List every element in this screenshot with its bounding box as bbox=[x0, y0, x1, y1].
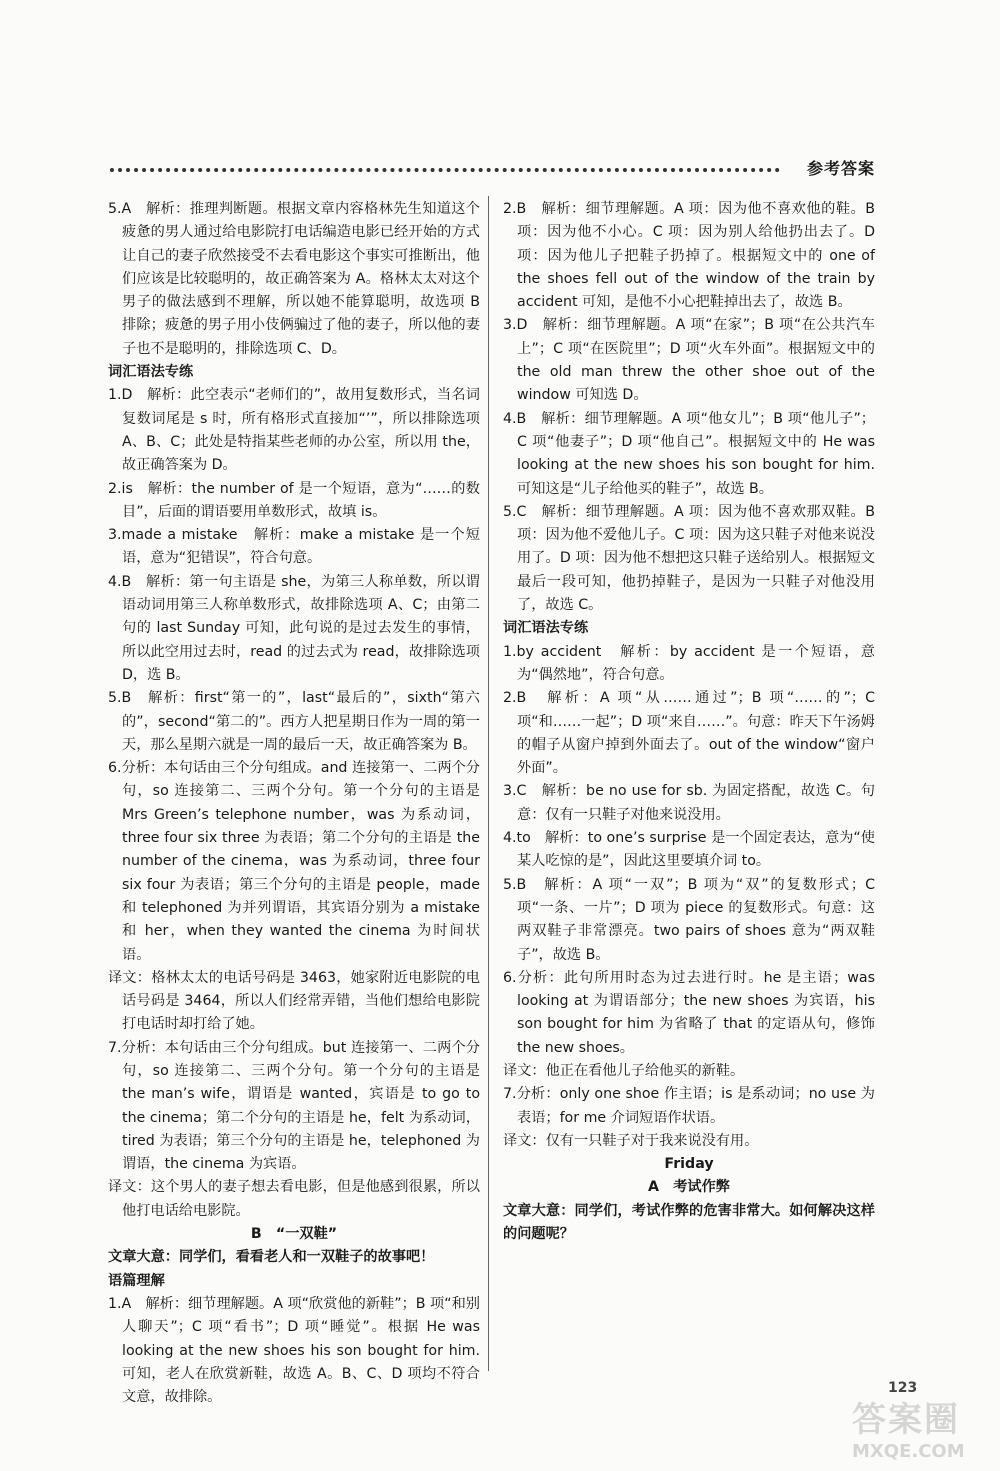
paragraph: 2.B 解析：A 项“从……通过”；B 项“……的”；C 项“和……一起”；D 项“来自……”。句意：昨天下午汤姆的帽子从窗户掉到外面去了。out of the window“窗户外面”。 bbox=[503, 690, 875, 777]
paragraph: 译文：他正在看他儿子给他买的新鞋。 bbox=[503, 1062, 745, 1079]
paragraph: 译文：仅有一只鞋子对于我来说没有用。 bbox=[503, 1132, 759, 1149]
paragraph: 语篇理解 bbox=[108, 1272, 165, 1289]
paragraph: 译文：这个男人的妻子想去看电影，但是他感到很累，所以他打电话给电影院。 bbox=[108, 1179, 480, 1219]
paragraph: 6.分析：此句所用时态为过去进行时。he 是主语；was looking at 为谓语部分；the new shoes 为宾语，his son bought for him 为省略了 that 的定语从句，修饰 the new shoes。 bbox=[503, 969, 875, 1056]
paragraph: B “一双鞋” bbox=[250, 1226, 338, 1243]
paragraph: 5.C 解析：细节理解题。A 项：因为他不喜欢那双鞋。B 项：因为他不爱他儿子。C 项：因为这只鞋子对他来说没用了。D 项：因为他不想把这只鞋子送给别人。根据短文最后一段可知，他扔掉鞋子，是因为一只鞋子对他没用了，故选 C。 bbox=[503, 503, 875, 614]
paragraph: 4.B 解析：细节理解题。A 项“他女儿”；B 项“他儿子”；C 项“他妻子”；D 项“他自己”。根据短文中的 He was looking at the new shoes his son bought for him. 可知这是“儿子给他买的鞋子”，故选 B。 bbox=[503, 410, 875, 497]
paragraph: 7.分析：only one shoe 作主语；is 是系动词；no use 为表语；for me 介词短语作状语。 bbox=[503, 1086, 875, 1126]
paragraph: 文章大意：同学们，看看老人和一双鞋子的故事吧！ bbox=[108, 1249, 435, 1266]
paragraph: 词汇语法专练 bbox=[503, 620, 589, 637]
paragraph: 2.is 解析：the number of 是一个短语，意为“……的数目”，后面的谓语要用单数形式，故填 is。 bbox=[108, 480, 480, 520]
watermark-url: MXQE.COM bbox=[852, 1441, 965, 1462]
paragraph: 文章大意：同学们，考试作弊的危害非常大。如何解决这样的问题呢？ bbox=[503, 1202, 875, 1243]
paragraph: 5.B 解析：first“第一的”，last“最后的”，sixth“第六的”，second“第二的”。西方人把星期日作为一周的第一天，那么星期六就是一周的最后一天，故正确答案为 B。 bbox=[108, 690, 480, 753]
dotted-rule bbox=[110, 168, 780, 172]
paragraph: 5.A 解析：推理判断题。根据文章内容格林先生知道这个疲惫的男人通过给电影院打电话编造电影已经开始的方式让自己的妻子欣然接受不去看电影这个事实可推断出，他们应该是比较聪明的，故正确答案为 A。格林太太对这个男子的做法感到不理解，所以她不能算聪明，故选项 B 排除；疲惫的男子用小伎俩骗过了他的妻子，所以他的妻子也不是聪明的，排除选项 C、D。 bbox=[108, 201, 480, 357]
paragraph: 1.by accident 解析：by accident 是一个短语，意为“偶然地”，符合句意。 bbox=[503, 643, 875, 683]
paragraph: 4.B 解析：第一句主语是 she，为第三人称单数，所以谓语动词用第三人称单数形式，故排除选项 A、C；由第二句的 last Sunday 可知，此句说的是过去发生的事情，所以此空用过去时，read 的过去式为 read，故排除选项 D，选 B。 bbox=[108, 573, 480, 683]
paragraph: 3.C 解析：be no use for sb. 为固定搭配，故选 C。句意：仅有一只鞋子对他来说没用。 bbox=[503, 783, 875, 823]
right-column bbox=[503, 198, 875, 1246]
paragraph: 5.B 解析：A 项“一双”；B 项为“双”的复数形式；C 项“一条、一片”；D 项为 piece 的复数形式。句意：这两双鞋子非常漂亮。two pairs of shoes 意为“两双鞋子”，故选 B。 bbox=[503, 876, 875, 963]
paragraph: 7.分析：本句话由三个分句组成。but 连接第一、二两个分句，so 连接第二、三两个分句。第一个分句的主语是 the man’s wife，谓语是 wanted，宾语是 to go to the cinema；第二个分句的主语是 he，felt 为系动词，tired 为表语；第三个分句的主语是 he，telephoned 为谓语，the cinema 为宾语。 bbox=[108, 1039, 480, 1173]
watermark-logo: 答案圈 bbox=[852, 1400, 960, 1440]
page-number: 123 bbox=[888, 1380, 918, 1396]
paragraph: 译文：格林太太的电话号码是 3463，她家附近电影院的电话号码是 3464，所以人们经常弄错，当他们想给电影院打电话时却打给了她。 bbox=[108, 969, 480, 1033]
watermark bbox=[852, 1392, 992, 1464]
running-header bbox=[110, 156, 875, 182]
paragraph: 词汇语法专练 bbox=[108, 364, 194, 381]
paragraph: 6.分析：本句话由三个分句组成。and 连接第一、二两个分句，so 连接第二、三两个分句。第一个分句的主语是 Mrs Green’s telephone number，was 为系动词，three four six three 为表语；第二个分句的主语是 the number of the cinema，was 为系动词，three four six four 为表语；第三个分句的主语是 people，made 和 telephoned 为并列谓语，其宾语分别为 a mistake 和 her，when they wanted the cinema 为时间状语。 bbox=[108, 760, 480, 963]
column-divider bbox=[488, 196, 489, 1371]
paragraph: 3.D 解析：细节理解题。A 项“在家”；B 项“在公共汽车上”；C 项“在医院里”；D 项“火车外面”。根据短文中的 the old man threw the other shoe out of the window 可知选 D。 bbox=[503, 317, 875, 404]
paragraph: 1.A 解析：细节理解题。A 项“欣赏他的新鞋”；B 项“和别人聊天”；C 项“看书”；D 项“睡觉”。根据 He was looking at the new shoes his son bought for him. 可知，老人在欣赏新鞋，故选 A。B、C、D 项均不符合文意，故排除。 bbox=[108, 1295, 480, 1406]
paragraph: A 考试作弊 bbox=[648, 1179, 730, 1196]
paragraph: 4.to 解析：to one’s surprise 是一个固定表达，意为“使某人吃惊的是”，因此这里要填介词 to。 bbox=[503, 830, 875, 870]
paragraph: 2.B 解析：细节理解题。A 项：因为他不喜欢他的鞋。B 项：因为他不小心。C 项：因为别人给他扔出去了。D 项：因为他儿子把鞋子扔掉了。根据短文中的 one of the shoes fell out of the window of the train by accident 可知，是他不小心把鞋掉出去了，故选 B。 bbox=[503, 201, 875, 311]
paragraph: Friday bbox=[664, 1156, 714, 1173]
paragraph: 3.made a mistake 解析：make a mistake 是一个短语，意为“犯错误”，符合句意。 bbox=[108, 527, 480, 567]
paragraph: 1.D 解析：此空表示“老师们的”，故用复数形式，当名词复数词尾是 s 时，所有格形式直接加“’”，所以排除选项 A、B、C；此处是特指某些老师的办公室，所以用 the，故正确答案为 D。 bbox=[108, 387, 480, 474]
header-title: 参考答案 bbox=[806, 159, 875, 178]
left-column bbox=[108, 198, 480, 1409]
